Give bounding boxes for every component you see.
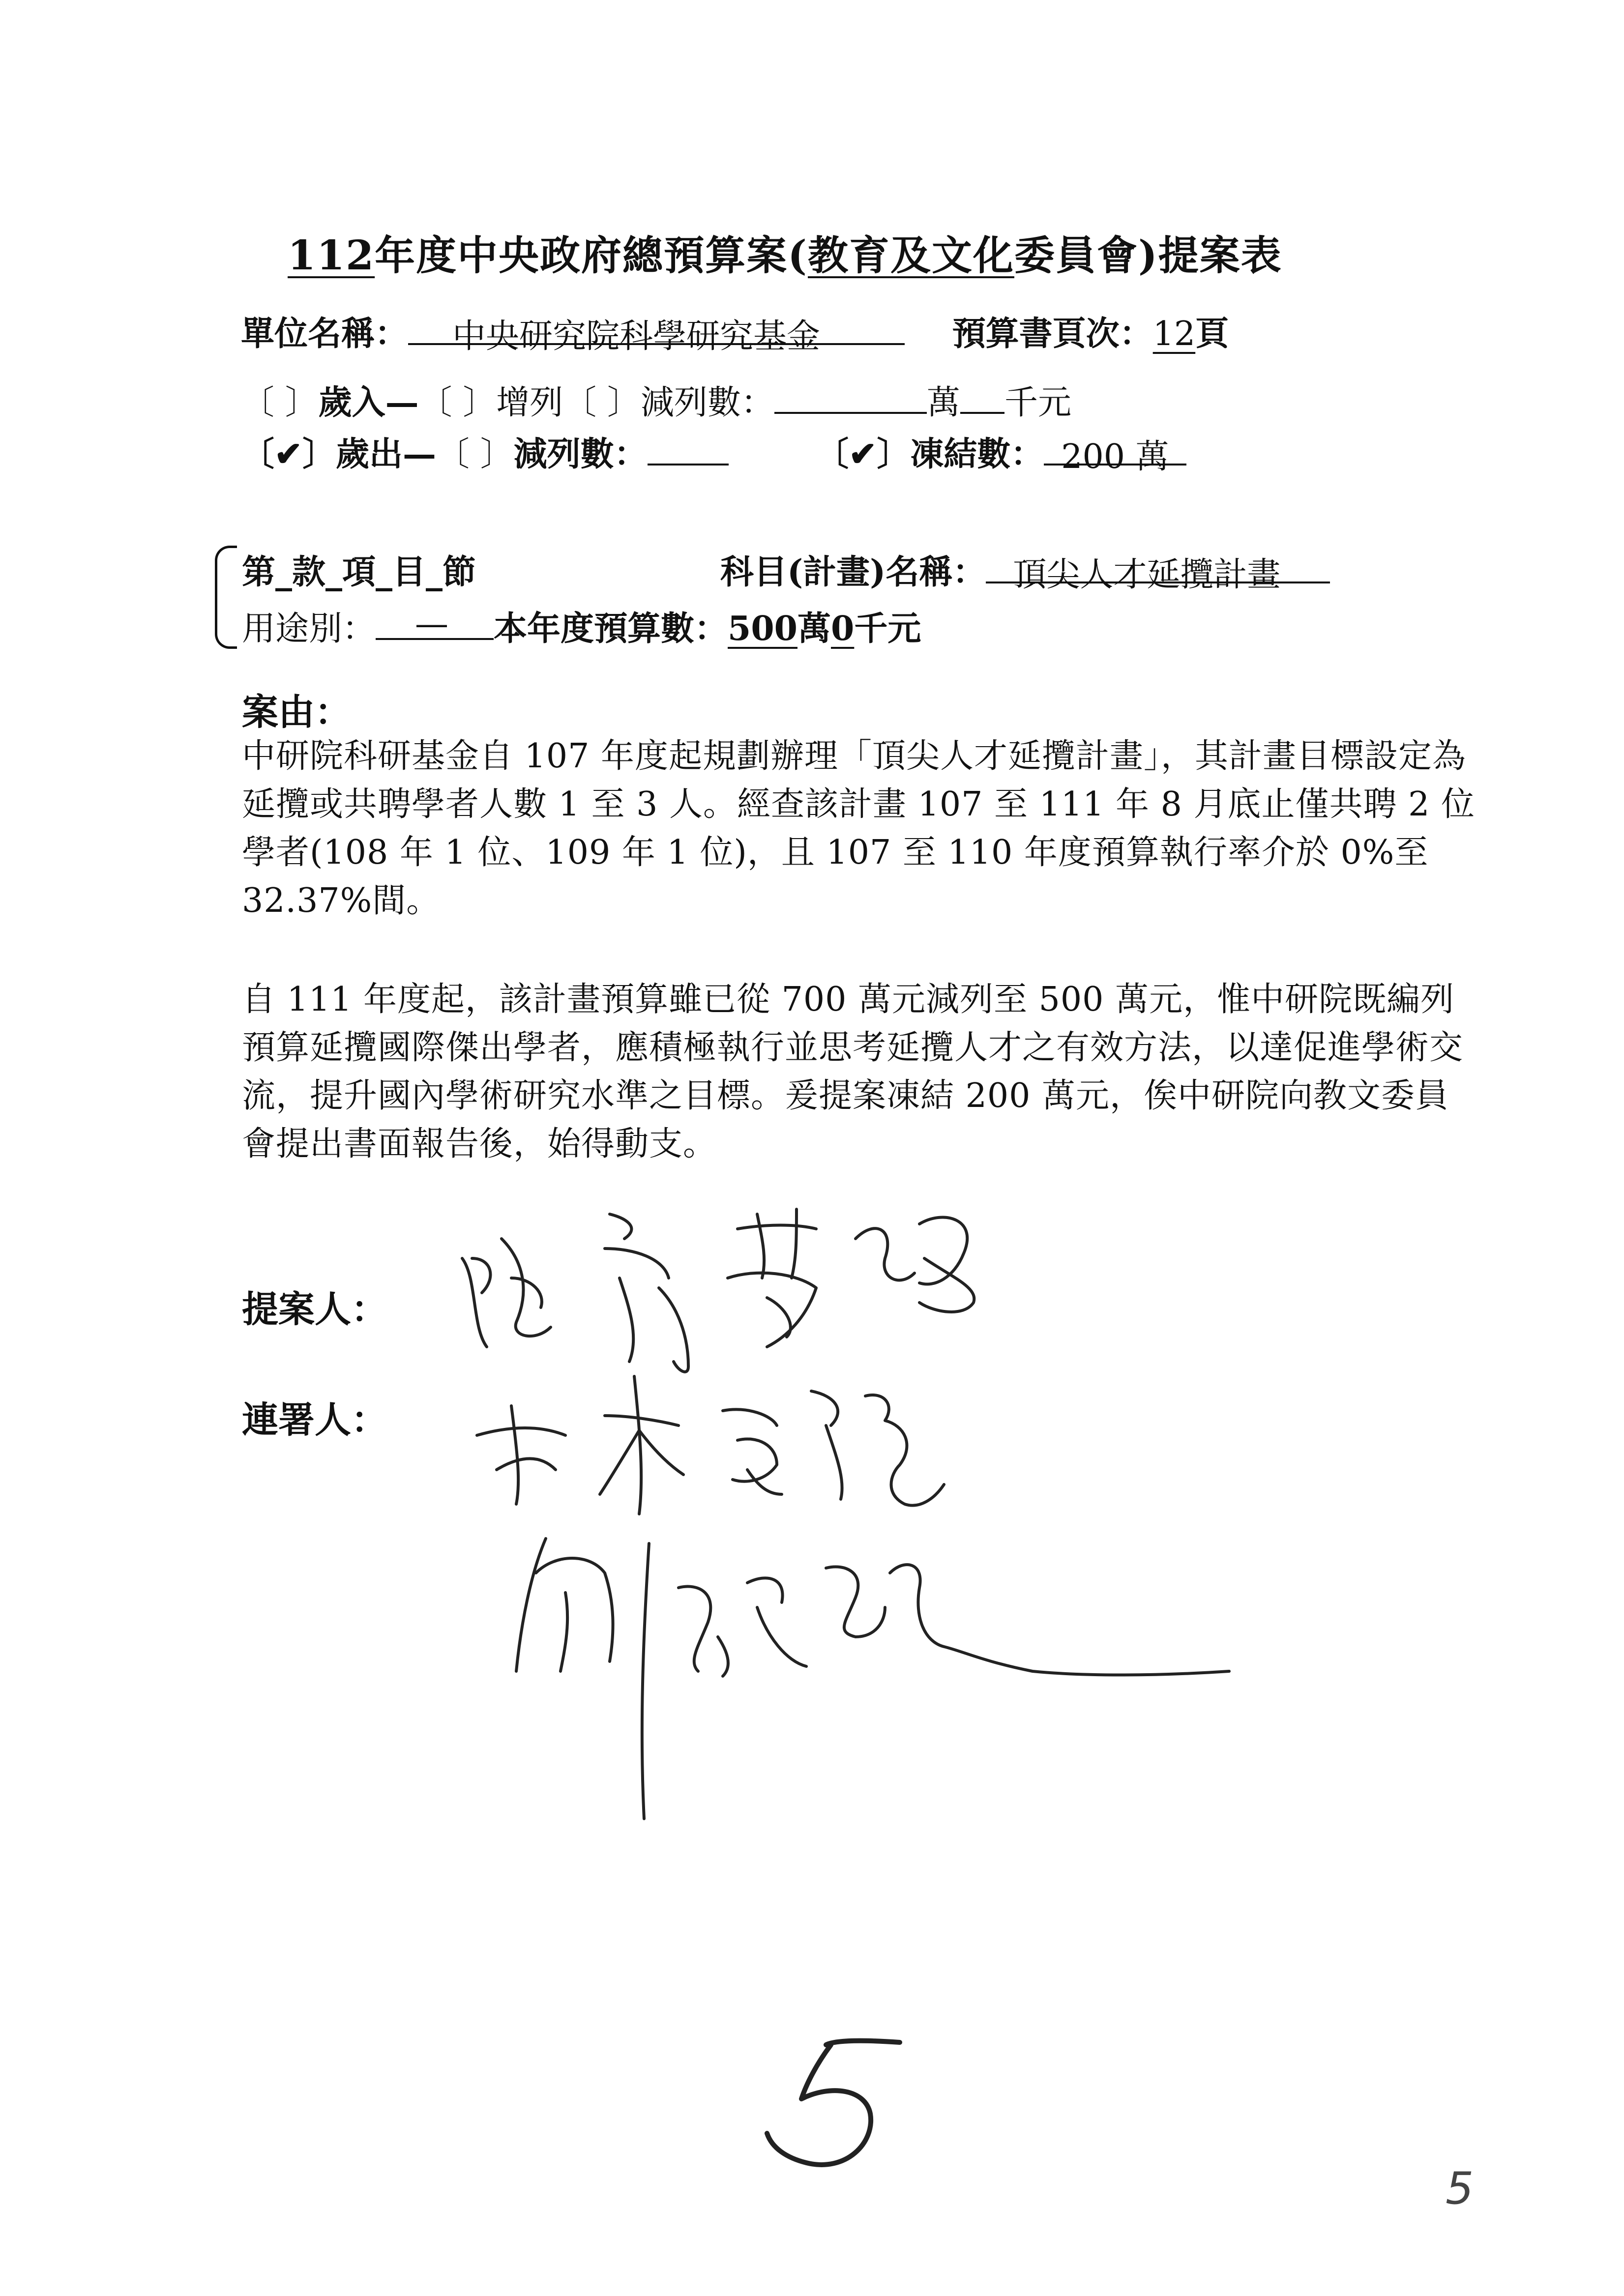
revenue-wan: 萬 xyxy=(926,383,960,422)
budget-qian-value: 0 xyxy=(831,609,855,648)
reason-heading: 案由： xyxy=(242,691,351,733)
revenue-label: 歲入— xyxy=(318,383,419,422)
unit-label: 單位名稱： xyxy=(241,314,409,353)
page-ref-value: 12 xyxy=(1152,315,1196,353)
cosigner-label: 連署人： xyxy=(242,1399,387,1441)
revenue-add-label: 增列 xyxy=(496,383,563,422)
page-number-small: 5 xyxy=(1446,2163,1474,2214)
item-sections: 第_款_項_目_節 xyxy=(242,552,476,592)
budget-wan-unit: 萬 xyxy=(797,609,831,648)
cosigner-signature-1 xyxy=(477,1376,944,1514)
proposer-label: 提案人： xyxy=(242,1288,387,1331)
title-year: 112 xyxy=(288,232,375,279)
title-text-b: 委員會)提案表 xyxy=(1014,232,1282,279)
purpose-value: — xyxy=(415,605,449,643)
expense-cut-checkbox[interactable]: 〔 〕 xyxy=(436,435,514,474)
unit-name-value: 中央研究院科學研究基金 xyxy=(452,317,821,356)
proposer-signature xyxy=(462,1209,974,1372)
revenue-checkbox[interactable]: 〔 〕 xyxy=(241,383,319,422)
reason-paragraph-1: 中研院科研基金自 107 年度起規劃辦理「頂尖人才延攬計畫」，其計畫目標設定為延攬或共聘學者人數 1 至 3 人。經查該計畫 107 至 111 年 8 月底止僅共聘 2 位學者(108 年 1 位、109 年 1 位)，且 107 至 110 年度預算執行率介於 0%至 32.37%間。 xyxy=(242,737,1476,920)
page-ref-unit: 頁 xyxy=(1195,314,1229,353)
revenue-add-checkbox[interactable]: 〔 〕 xyxy=(418,383,497,422)
freeze-amount-value: 200 萬 xyxy=(1061,437,1169,476)
page-ref-label: 預算書頁次： xyxy=(952,314,1153,353)
subject-label: 科目(計畫)名稱： xyxy=(720,552,986,592)
budget-label: 本年度預算數： xyxy=(494,609,728,648)
freeze-label: 凍結數： xyxy=(910,435,1044,474)
subject-value: 頂尖人才延攬計畫 xyxy=(1013,555,1281,594)
revenue-qian: 千元 xyxy=(1004,383,1071,422)
reason-paragraph-2: 自 111 年度起，該計畫預算雖已從 700 萬元減列至 500 萬元，惟中研院既編列預算延攬國際傑出學者，應積極執行並思考延攬人才之有效方法，以達促進學術交流，提升國內學術研究水準之目標。爰提案凍結 200 萬元，俟中研院向教文委員會提出書面報告後，始得動支。 xyxy=(242,980,1464,1163)
purpose-label: 用途別： xyxy=(242,610,376,648)
revenue-cut-checkbox[interactable]: 〔 〕 xyxy=(563,383,641,422)
expense-cut-label: 減列數： xyxy=(513,435,648,474)
page-number-large xyxy=(767,2035,861,2207)
freeze-checkbox[interactable]: 〔✔〕 xyxy=(815,435,911,474)
title-committee: 教育及文化 xyxy=(807,232,1014,279)
title-text-a: 年度中央政府總預算案( xyxy=(375,232,808,279)
cosigner-signature-2 xyxy=(516,1539,1229,1819)
expense-checkbox[interactable]: 〔✔〕 xyxy=(241,435,336,474)
expense-label: 歲出— xyxy=(335,435,436,474)
revenue-cut-label: 減列數： xyxy=(640,383,774,422)
budget-qian-unit: 千元 xyxy=(854,609,921,648)
budget-wan-value: 500 xyxy=(728,609,797,648)
